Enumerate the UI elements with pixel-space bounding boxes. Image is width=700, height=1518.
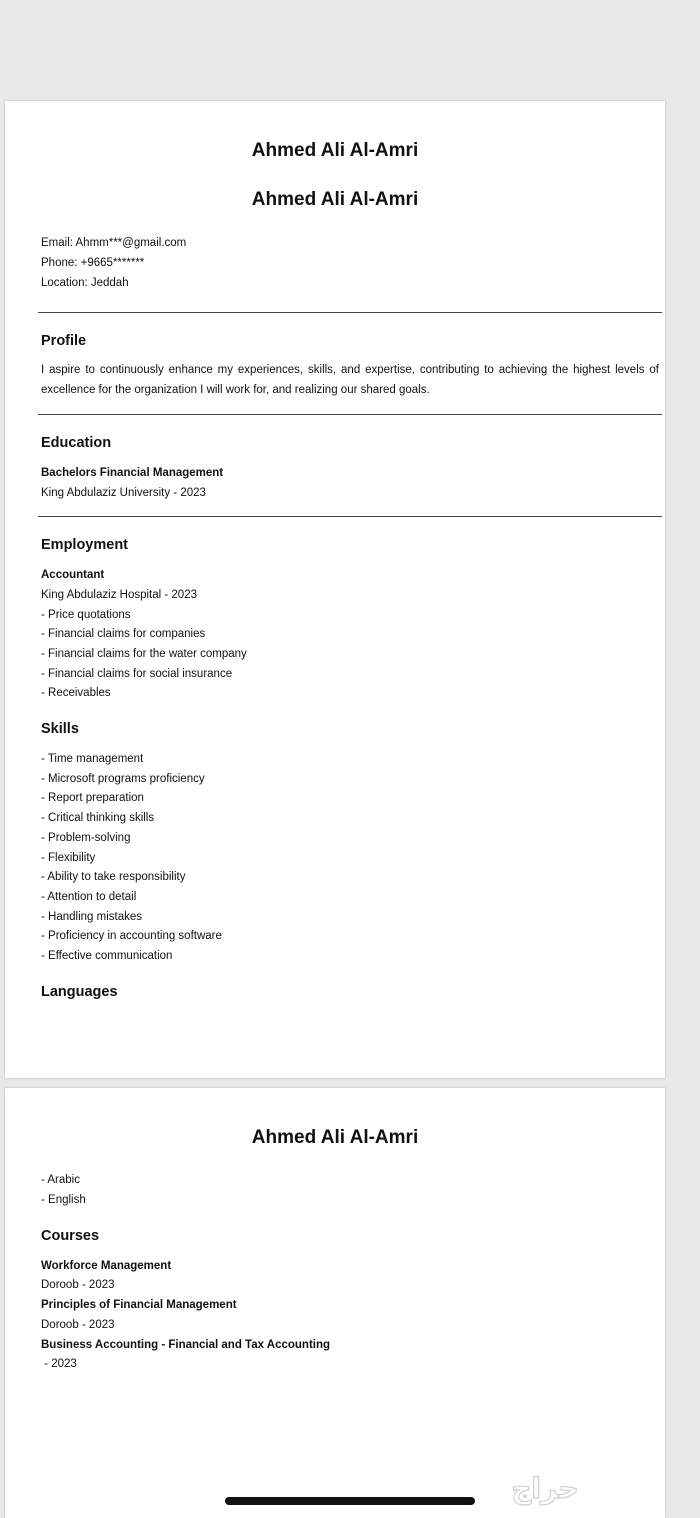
resume-title-name: Ahmed Ali Al-Amri — [251, 189, 419, 210]
course-title: Workforce Management — [41, 1260, 172, 1272]
course-title: Principles of Financial Management — [41, 1299, 237, 1311]
contact-email: Email: Ahmm***@gmail.com — [41, 237, 187, 249]
page-header-name: Ahmed Ali Al-Amri — [251, 140, 419, 161]
employment-heading: Employment — [41, 537, 129, 553]
skill-item: - Handling mistakes — [41, 911, 142, 923]
section-divider — [38, 312, 662, 313]
skill-item: - Microsoft programs proficiency — [41, 773, 205, 785]
skill-item: - Attention to detail — [41, 891, 137, 903]
contact-phone: Phone: +9665******* — [41, 257, 145, 269]
section-divider — [38, 516, 662, 517]
home-indicator[interactable] — [225, 1497, 475, 1505]
education-heading: Education — [41, 435, 112, 451]
language-item: - English — [41, 1194, 86, 1206]
employment-duty: - Price quotations — [41, 609, 131, 621]
skill-item: - Ability to take responsibility — [41, 871, 186, 883]
skill-item: - Problem-solving — [41, 832, 131, 844]
employment-duty: - Receivables — [41, 687, 111, 699]
haraj-watermark-logo — [500, 1466, 590, 1510]
profile-heading: Profile — [41, 333, 87, 349]
courses-heading: Courses — [41, 1228, 100, 1244]
watermark-text: حراج — [511, 1472, 579, 1505]
skill-item: - Proficiency in accounting software — [41, 930, 222, 942]
course-detail: Doroob - 2023 — [41, 1279, 115, 1291]
skill-item: - Effective communication — [41, 950, 173, 962]
languages-heading: Languages — [41, 984, 118, 1000]
profile-text: I aspire to continuously enhance my experiences, skills, and expertise, contributing to achieving the highest levels of excellence for the organization I will work for, and realizing our shared goals. — [41, 364, 659, 396]
resume-page-1 — [5, 101, 665, 1078]
employment-duty: - Financial claims for companies — [41, 628, 206, 640]
employment-title: Accountant — [41, 569, 105, 581]
course-detail: - 2023 — [41, 1358, 77, 1370]
skill-item: - Report preparation — [41, 792, 144, 804]
page-header-name: Ahmed Ali Al-Amri — [251, 1127, 419, 1148]
education-school: King Abdulaziz University - 2023 — [41, 487, 206, 499]
contact-location: Location: Jeddah — [41, 277, 129, 289]
skill-item: - Time management — [41, 753, 144, 765]
skill-item: - Flexibility — [41, 852, 96, 864]
employment-employer: King Abdulaziz Hospital - 2023 — [41, 589, 197, 601]
course-detail: Doroob - 2023 — [41, 1319, 115, 1331]
section-divider — [38, 414, 662, 415]
skills-heading: Skills — [41, 721, 79, 737]
resume-page-2 — [5, 1088, 665, 1518]
employment-duty: - Financial claims for social insurance — [41, 668, 233, 680]
skill-item: - Critical thinking skills — [41, 812, 155, 824]
education-degree: Bachelors Financial Management — [41, 467, 224, 479]
course-title: Business Accounting - Financial and Tax Accounting — [41, 1339, 331, 1351]
language-item: - Arabic — [41, 1174, 80, 1186]
employment-duty: - Financial claims for the water company — [41, 648, 247, 660]
